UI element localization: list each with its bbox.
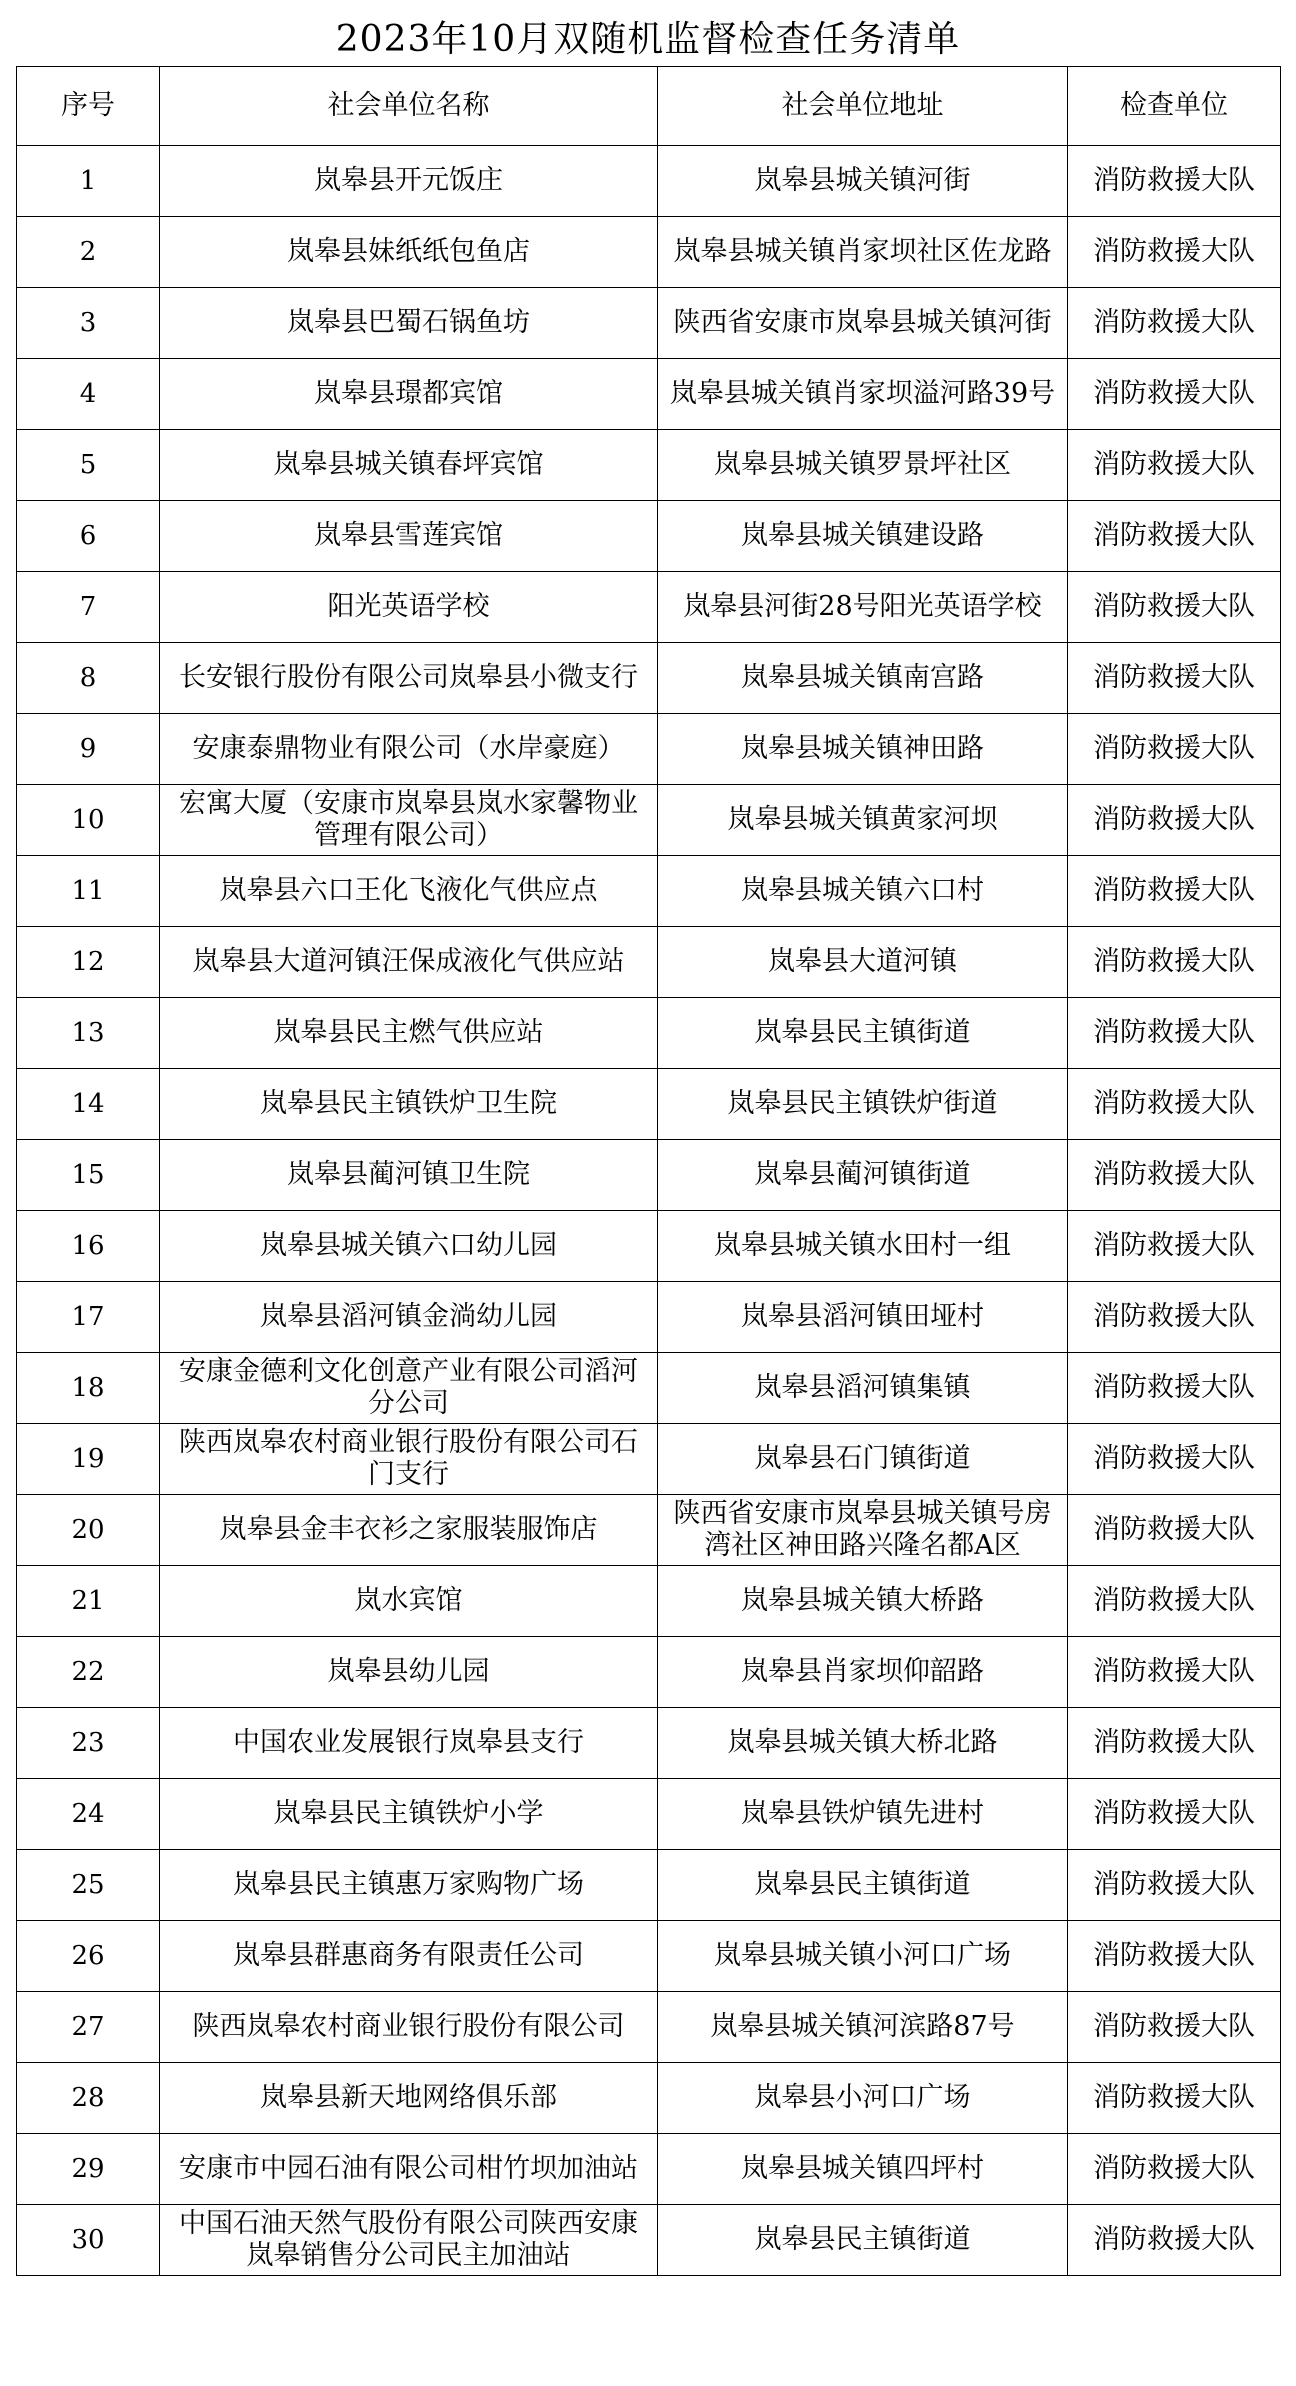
cell-serial-number: 28: [17, 2063, 160, 2134]
cell-inspection-unit: 消防救援大队: [1068, 1069, 1281, 1140]
table-row: [17, 501, 1281, 572]
cell-unit-name: 岚皋县民主镇惠万家购物广场: [160, 1850, 658, 1921]
cell-unit-address: 岚皋县蔺河镇街道: [658, 1140, 1068, 1211]
cell-serial-number: 13: [17, 998, 160, 1069]
table-body: [17, 146, 1281, 2276]
table-row: [17, 1353, 1281, 1424]
cell-unit-name: 岚皋县民主镇铁炉小学: [160, 1779, 658, 1850]
cell-unit-address: 岚皋县河街28号阳光英语学校: [658, 572, 1068, 643]
cell-unit-address: 陕西省安康市岚皋县城关镇号房湾社区神田路兴隆名都A区: [658, 1495, 1068, 1566]
table-row: [17, 1637, 1281, 1708]
table-row: [17, 1708, 1281, 1779]
cell-inspection-unit: 消防救援大队: [1068, 714, 1281, 785]
cell-unit-address: 岚皋县城关镇四坪村: [658, 2134, 1068, 2205]
cell-unit-name: 岚皋县城关镇春坪宾馆: [160, 430, 658, 501]
cell-inspection-unit: 消防救援大队: [1068, 1637, 1281, 1708]
table-row: [17, 785, 1281, 856]
cell-unit-address: 岚皋县城关镇大桥北路: [658, 1708, 1068, 1779]
table-row: [17, 856, 1281, 927]
table-row: [17, 2205, 1281, 2276]
cell-inspection-unit: 消防救援大队: [1068, 1850, 1281, 1921]
cell-unit-address: 岚皋县民主镇街道: [658, 1850, 1068, 1921]
cell-serial-number: 22: [17, 1637, 160, 1708]
cell-unit-address: 岚皋县城关镇小河口广场: [658, 1921, 1068, 1992]
cell-inspection-unit: 消防救援大队: [1068, 1708, 1281, 1779]
cell-unit-name: 岚水宾馆: [160, 1566, 658, 1637]
cell-serial-number: 14: [17, 1069, 160, 1140]
cell-unit-name: 阳光英语学校: [160, 572, 658, 643]
cell-inspection-unit: 消防救援大队: [1068, 288, 1281, 359]
task-table: [16, 66, 1281, 2276]
cell-unit-address: 岚皋县铁炉镇先进村: [658, 1779, 1068, 1850]
cell-unit-address: 岚皋县石门镇街道: [658, 1424, 1068, 1495]
cell-unit-name: 中国农业发展银行岚皋县支行: [160, 1708, 658, 1779]
cell-unit-name: 宏寓大厦（安康市岚皋县岚水家馨物业管理有限公司）: [160, 785, 658, 856]
table-row: [17, 998, 1281, 1069]
cell-unit-name: 岚皋县民主镇铁炉卫生院: [160, 1069, 658, 1140]
cell-unit-name: 长安银行股份有限公司岚皋县小微支行: [160, 643, 658, 714]
cell-unit-address: 岚皋县城关镇罗景坪社区: [658, 430, 1068, 501]
table-row: [17, 146, 1281, 217]
cell-serial-number: 30: [17, 2205, 160, 2276]
cell-inspection-unit: 消防救援大队: [1068, 2134, 1281, 2205]
cell-unit-address: 岚皋县城关镇黄家河坝: [658, 785, 1068, 856]
cell-unit-name: 岚皋县巴蜀石锅鱼坊: [160, 288, 658, 359]
cell-unit-name: 安康市中园石油有限公司柑竹坝加油站: [160, 2134, 658, 2205]
cell-serial-number: 15: [17, 1140, 160, 1211]
table-row: [17, 1779, 1281, 1850]
cell-unit-address: 岚皋县肖家坝仰韶路: [658, 1637, 1068, 1708]
table-row: [17, 1921, 1281, 1992]
cell-unit-address: 岚皋县城关镇肖家坝溢河路39号: [658, 359, 1068, 430]
cell-inspection-unit: 消防救援大队: [1068, 1921, 1281, 1992]
cell-unit-address: 岚皋县小河口广场: [658, 2063, 1068, 2134]
cell-inspection-unit: 消防救援大队: [1068, 785, 1281, 856]
task-list-sheet: [16, 14, 1280, 2276]
cell-unit-address: 岚皋县民主镇街道: [658, 2205, 1068, 2276]
cell-serial-number: 8: [17, 643, 160, 714]
cell-inspection-unit: 消防救援大队: [1068, 1211, 1281, 1282]
cell-unit-name: 岚皋县璟都宾馆: [160, 359, 658, 430]
table-row: [17, 1211, 1281, 1282]
cell-unit-name: 岚皋县城关镇六口幼儿园: [160, 1211, 658, 1282]
cell-serial-number: 5: [17, 430, 160, 501]
table-row: [17, 643, 1281, 714]
table-row: [17, 2134, 1281, 2205]
cell-unit-address: 岚皋县城关镇河街: [658, 146, 1068, 217]
cell-unit-address: 岚皋县民主镇街道: [658, 998, 1068, 1069]
cell-serial-number: 21: [17, 1566, 160, 1637]
cell-serial-number: 25: [17, 1850, 160, 1921]
cell-unit-address: 岚皋县民主镇铁炉街道: [658, 1069, 1068, 1140]
cell-inspection-unit: 消防救援大队: [1068, 998, 1281, 1069]
cell-unit-name: 岚皋县大道河镇汪保成液化气供应站: [160, 927, 658, 998]
cell-unit-address: 岚皋县城关镇肖家坝社区佐龙路: [658, 217, 1068, 288]
cell-inspection-unit: 消防救援大队: [1068, 1566, 1281, 1637]
cell-unit-address: 岚皋县城关镇建设路: [658, 501, 1068, 572]
cell-unit-name: 岚皋县妹纸纸包鱼店: [160, 217, 658, 288]
table-row: [17, 927, 1281, 998]
cell-unit-address: 岚皋县城关镇南宫路: [658, 643, 1068, 714]
cell-inspection-unit: 消防救援大队: [1068, 1495, 1281, 1566]
cell-serial-number: 6: [17, 501, 160, 572]
cell-inspection-unit: 消防救援大队: [1068, 359, 1281, 430]
cell-inspection-unit: 消防救援大队: [1068, 1779, 1281, 1850]
sheet-title: 2023年10月双随机监督检查任务清单: [335, 19, 961, 60]
cell-inspection-unit: 消防救援大队: [1068, 1992, 1281, 2063]
cell-serial-number: 7: [17, 572, 160, 643]
cell-inspection-unit: 消防救援大队: [1068, 1353, 1281, 1424]
cell-inspection-unit: 消防救援大队: [1068, 501, 1281, 572]
cell-serial-number: 20: [17, 1495, 160, 1566]
cell-unit-name: 安康泰鼎物业有限公司（水岸豪庭）: [160, 714, 658, 785]
cell-serial-number: 27: [17, 1992, 160, 2063]
cell-inspection-unit: 消防救援大队: [1068, 927, 1281, 998]
header-inspection-unit: 检查单位: [1068, 67, 1281, 146]
header-unit-name: 社会单位名称: [160, 67, 658, 146]
cell-inspection-unit: 消防救援大队: [1068, 217, 1281, 288]
cell-unit-address: 岚皋县城关镇六口村: [658, 856, 1068, 927]
table-header-row: [17, 67, 1281, 146]
cell-unit-name: 中国石油天然气股份有限公司陕西安康岚皋销售分公司民主加油站: [160, 2205, 658, 2276]
cell-serial-number: 3: [17, 288, 160, 359]
cell-serial-number: 4: [17, 359, 160, 430]
cell-unit-name: 岚皋县六口王化飞液化气供应点: [160, 856, 658, 927]
cell-inspection-unit: 消防救援大队: [1068, 572, 1281, 643]
cell-inspection-unit: 消防救援大队: [1068, 2063, 1281, 2134]
cell-inspection-unit: 消防救援大队: [1068, 430, 1281, 501]
cell-inspection-unit: 消防救援大队: [1068, 1140, 1281, 1211]
header-serial-number: 序号: [17, 67, 160, 146]
cell-serial-number: 2: [17, 217, 160, 288]
table-row: [17, 288, 1281, 359]
cell-unit-address: 岚皋县滔河镇集镇: [658, 1353, 1068, 1424]
cell-unit-name: 岚皋县开元饭庄: [160, 146, 658, 217]
cell-serial-number: 24: [17, 1779, 160, 1850]
cell-unit-address: 岚皋县城关镇水田村一组: [658, 1211, 1068, 1282]
table-row: [17, 359, 1281, 430]
cell-unit-name: 岚皋县幼儿园: [160, 1637, 658, 1708]
cell-unit-name: 陕西岚皋农村商业银行股份有限公司石门支行: [160, 1424, 658, 1495]
cell-serial-number: 19: [17, 1424, 160, 1495]
table-row: [17, 1850, 1281, 1921]
table-row: [17, 1566, 1281, 1637]
cell-serial-number: 29: [17, 2134, 160, 2205]
cell-unit-name: 岚皋县滔河镇金淌幼儿园: [160, 1282, 658, 1353]
table-row: [17, 430, 1281, 501]
cell-serial-number: 23: [17, 1708, 160, 1779]
cell-unit-name: 岚皋县民主燃气供应站: [160, 998, 658, 1069]
cell-unit-name: 安康金德利文化创意产业有限公司滔河分公司: [160, 1353, 658, 1424]
cell-unit-address: 岚皋县城关镇河滨路87号: [658, 1992, 1068, 2063]
cell-inspection-unit: 消防救援大队: [1068, 856, 1281, 927]
cell-serial-number: 9: [17, 714, 160, 785]
cell-inspection-unit: 消防救援大队: [1068, 643, 1281, 714]
table-row: [17, 1282, 1281, 1353]
table-row: [17, 2063, 1281, 2134]
cell-inspection-unit: 消防救援大队: [1068, 1424, 1281, 1495]
table-row: [17, 1069, 1281, 1140]
cell-serial-number: 18: [17, 1353, 160, 1424]
cell-serial-number: 11: [17, 856, 160, 927]
table-row: [17, 714, 1281, 785]
cell-inspection-unit: 消防救援大队: [1068, 1282, 1281, 1353]
table-row: [17, 1424, 1281, 1495]
cell-serial-number: 1: [17, 146, 160, 217]
cell-unit-name: 陕西岚皋农村商业银行股份有限公司: [160, 1992, 658, 2063]
cell-unit-name: 岚皋县雪莲宾馆: [160, 501, 658, 572]
table-row: [17, 1140, 1281, 1211]
cell-unit-address: 陕西省安康市岚皋县城关镇河街: [658, 288, 1068, 359]
cell-unit-name: 岚皋县群惠商务有限责任公司: [160, 1921, 658, 1992]
cell-unit-address: 岚皋县滔河镇田垭村: [658, 1282, 1068, 1353]
cell-serial-number: 26: [17, 1921, 160, 1992]
table-row: [17, 1992, 1281, 2063]
cell-unit-name: 岚皋县新天地网络俱乐部: [160, 2063, 658, 2134]
cell-inspection-unit: 消防救援大队: [1068, 146, 1281, 217]
cell-unit-name: 岚皋县蔺河镇卫生院: [160, 1140, 658, 1211]
cell-serial-number: 10: [17, 785, 160, 856]
cell-serial-number: 17: [17, 1282, 160, 1353]
cell-unit-address: 岚皋县城关镇大桥路: [658, 1566, 1068, 1637]
table-row: [17, 217, 1281, 288]
table-row: [17, 1495, 1281, 1566]
cell-unit-address: 岚皋县城关镇神田路: [658, 714, 1068, 785]
cell-serial-number: 16: [17, 1211, 160, 1282]
cell-inspection-unit: 消防救援大队: [1068, 2205, 1281, 2276]
cell-serial-number: 12: [17, 927, 160, 998]
cell-unit-address: 岚皋县大道河镇: [658, 927, 1068, 998]
table-row: [17, 572, 1281, 643]
header-unit-address: 社会单位地址: [658, 67, 1068, 146]
cell-unit-name: 岚皋县金丰衣衫之家服装服饰店: [160, 1495, 658, 1566]
